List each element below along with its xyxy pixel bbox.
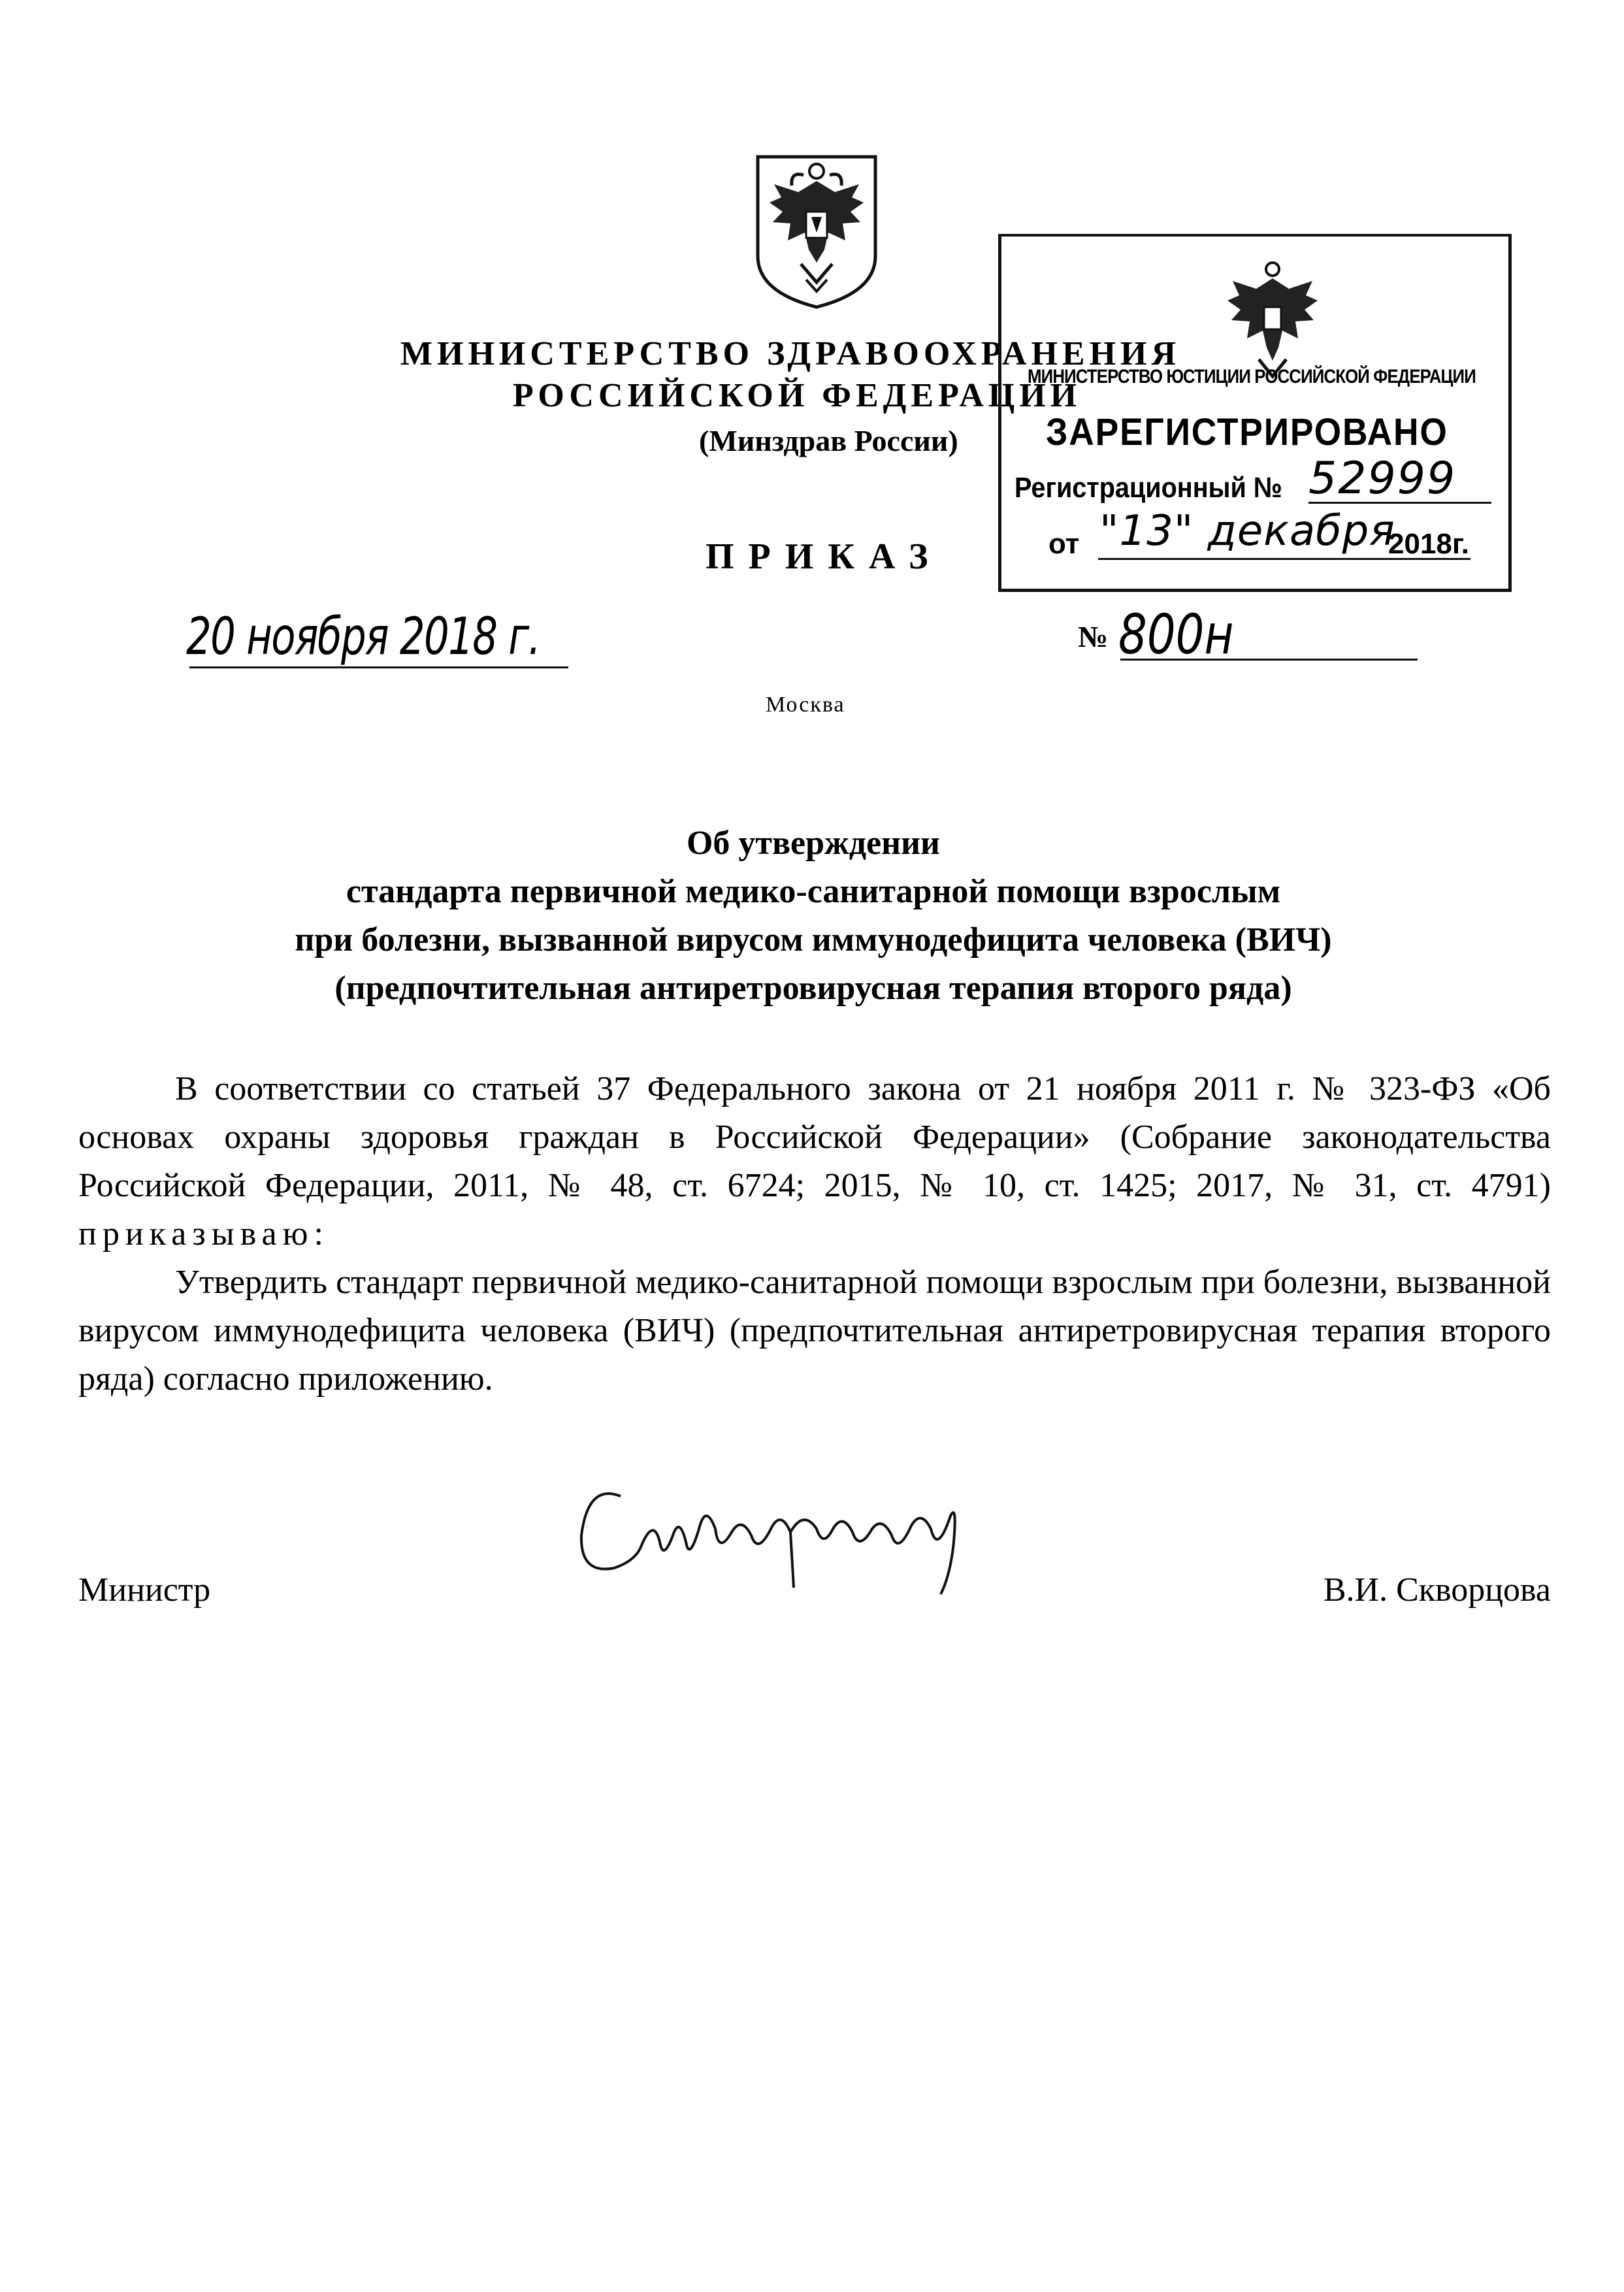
- signer-position: Министр: [78, 1571, 211, 1609]
- paragraph-preamble: [78, 1065, 1551, 1258]
- city: Москва: [766, 693, 845, 717]
- stamp-registration-label: Регистрационный №: [1015, 472, 1282, 504]
- stamp-registration-year: 2018г.: [1388, 528, 1470, 560]
- signer-name: В.И. Скворцова: [1323, 1571, 1551, 1609]
- order-date-underline: [189, 666, 568, 668]
- paragraph-resolution: Утвердить стандарт первичной медико-санитарной помощи взрослым при болезни, вызванной вирусом иммунодефицита человека (ВИЧ) (предпочтительная антиретровирусная терапия второго ряда) согласно приложению.: [78, 1264, 1551, 1398]
- order-number: 800н: [1118, 602, 1234, 666]
- ministry-name-line1: МИНИСТЕРСТВО ЗДРАВООХРАНЕНИЯ: [400, 335, 1181, 372]
- order-date: 20 ноября 2018 г.: [186, 608, 540, 666]
- handwritten-signature: [575, 1464, 980, 1627]
- ministry-name-line2: РОССИЙСКОЙ ФЕДЕРАЦИИ: [512, 377, 1082, 414]
- heading-line1: Об утверждении: [686, 825, 941, 862]
- coat-of-arms-icon: [751, 152, 882, 311]
- stamp-registered-label: ЗАРЕГИСТРИРОВАНО: [1046, 411, 1448, 453]
- heading-line2: стандарта первичной медико-санитарной помощи взрослым: [346, 873, 1281, 910]
- heading-line3: при болезни, вызванной вирусом иммунодефицита человека (ВИЧ): [295, 921, 1332, 958]
- stamp-from-label: от: [1048, 528, 1080, 560]
- order-number-underline: [1120, 659, 1418, 661]
- paragraph-preamble-text: В соответствии со статьей 37 Федерального закона от 21 ноября 2011 г. № 323-ФЗ «Об основах охраны здоровья граждан в Российской Федерации» (Собрание законодательства Российской Федерации, 2011, № 48, ст. 6724; 2015, № 10, ст. 1425; 2017, № 31, ст. 4791): [78, 1070, 1551, 1204]
- order-number-label: №: [1078, 620, 1109, 653]
- order-command: приказываю:: [78, 1215, 329, 1252]
- heading-line4: (предпочтительная антиретровирусная терапия второго ряда): [334, 970, 1292, 1007]
- registration-stamp: [998, 234, 1512, 592]
- document-heading: [118, 819, 1509, 1013]
- document-body: [78, 1065, 1551, 1403]
- stamp-ministry-name: МИНИСТЕРСТВО ЮСТИЦИИ РОССИЙСКОЙ ФЕДЕРАЦИИ: [1028, 366, 1476, 387]
- stamp-registration-date: "13" декабря: [1099, 507, 1395, 555]
- ministry-short-name: (Минздрав России): [699, 424, 958, 457]
- order-title: ПРИКАЗ: [706, 536, 943, 577]
- stamp-registration-number: 52999: [1308, 456, 1491, 504]
